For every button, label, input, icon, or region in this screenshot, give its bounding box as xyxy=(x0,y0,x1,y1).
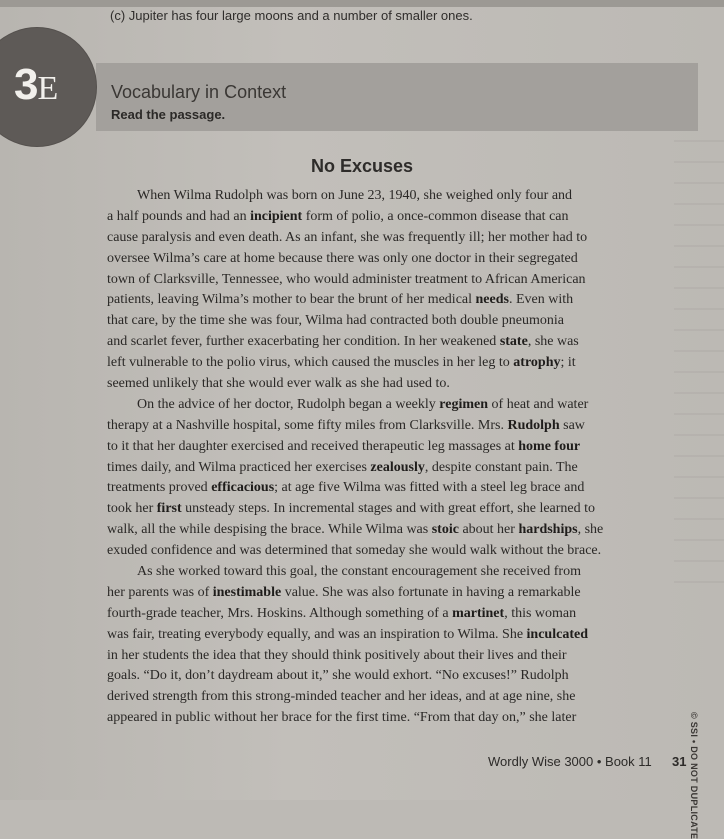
passage-line xyxy=(107,416,627,437)
vocabulary-word: needs xyxy=(475,292,509,308)
vocabulary-word: atrophy xyxy=(513,355,561,371)
passage-text: ; it xyxy=(560,355,576,371)
passage-text: As she worked toward this goal, the constant encouragement she received from xyxy=(137,564,581,580)
passage-text: form of polio, a once-common disease that can xyxy=(302,208,569,224)
passage-text: exuded confidence and was determined that someday she would walk without the brace. xyxy=(107,543,602,559)
passage-line xyxy=(107,687,627,708)
passage-text: a half pounds and had an xyxy=(107,208,251,224)
page-number: 31 xyxy=(672,754,687,769)
passage-text: appeared in public without her brace for the first time. “From that day on,” she later xyxy=(107,710,577,726)
passage-text: seemed unlikely that she would ever walk as she had used to. xyxy=(107,376,450,392)
vocabulary-word: state xyxy=(499,334,528,350)
passage-text: to it that her daughter exercised and received therapeutic leg massages at xyxy=(107,438,519,454)
passage-text: unsteady steps. In incremental stages and with great effort, she learned to xyxy=(181,501,596,517)
passage-line xyxy=(107,499,627,520)
vocabulary-word: zealously xyxy=(370,459,425,475)
passage-text: , she was xyxy=(527,334,579,350)
vocabulary-word: stoic xyxy=(431,522,459,538)
passage-text: cause paralysis and even death. As an infant, she was frequently ill; her mother had to xyxy=(107,229,588,245)
passage-line xyxy=(107,478,627,499)
passage-text: On the advice of her doctor, Rudolph began a weekly xyxy=(137,396,440,412)
passage-line xyxy=(107,646,627,667)
section-letter: E xyxy=(37,70,59,107)
vocabulary-word: Rudolph xyxy=(507,417,560,433)
vocabulary-word: martinet xyxy=(452,605,505,621)
passage-text: her parents was of xyxy=(107,584,213,600)
vocabulary-word: efficacious xyxy=(211,480,275,496)
vocabulary-word: inestimable xyxy=(212,584,282,600)
copyright-notice: © SSI • DO NOT DUPLICATE xyxy=(689,712,699,839)
passage-text: . Even with xyxy=(508,292,574,308)
passage-text: fourth-grade teacher, Mrs. Hoskins. Although something of a xyxy=(107,605,453,621)
passage-text: goals. “Do it, don’t daydream about it,” she would exhort. “No excuses!” Rudolph xyxy=(107,668,569,684)
passage-text: therapy at a Nashville hospital, some fifty miles from Clarksville. Mrs. xyxy=(107,417,508,433)
passage-text: ; at age five Wilma was fitted with a steel leg brace and xyxy=(274,480,585,496)
vocabulary-word: hardships xyxy=(518,522,578,538)
passage-line xyxy=(107,583,627,604)
passage-line xyxy=(107,290,627,311)
passage-text: treatments proved xyxy=(107,480,212,496)
passage-line xyxy=(107,207,627,228)
passage-text: and scarlet fever, further exacerbating her condition. In her weakened xyxy=(107,334,500,350)
passage-text: patients, leaving Wilma’s mother to bear the brunt of her medical xyxy=(107,292,476,308)
passage-text: , this woman xyxy=(504,605,577,621)
passage-text: took her xyxy=(107,501,157,517)
banner-title: Vocabulary in Context xyxy=(111,82,287,102)
passage-line xyxy=(107,437,627,458)
passage-text: in her students the idea that they should think positively about their lives and their xyxy=(107,647,567,663)
passage-title: No Excuses xyxy=(310,156,414,176)
passage-line xyxy=(107,353,627,374)
section-number: 3 xyxy=(14,60,38,109)
vocabulary-word: incipient xyxy=(250,208,303,224)
passage-text: oversee Wilma’s care at home because there was only one doctor in their segregated xyxy=(107,250,578,266)
passage-line xyxy=(107,666,627,687)
passage-line xyxy=(107,625,627,646)
passage-line xyxy=(107,562,627,583)
vocabulary-word: home four xyxy=(518,438,581,454)
passage-line xyxy=(107,374,627,395)
passage-text: times daily, and Wilma practiced her exercises xyxy=(107,459,371,475)
vocabulary-word: first xyxy=(156,501,182,517)
passage-text: saw xyxy=(559,417,585,433)
vocabulary-word: regimen xyxy=(439,396,489,412)
passage-text: value. She was also fortunate in having a remarkable xyxy=(281,584,581,600)
passage-text: town of Clarksville, Tennessee, who would administer treatment to African American xyxy=(107,271,586,287)
passage-line xyxy=(107,228,627,249)
footer-book-title: Wordly Wise 3000 • Book 11 xyxy=(488,754,652,769)
passage-text: about her xyxy=(458,522,519,538)
passage-line xyxy=(107,311,627,332)
passage-line xyxy=(107,604,627,625)
vocabulary-word: inculcated xyxy=(526,626,588,642)
passage-text: that care, by the time she was four, Wilma had contracted both double pneumonia xyxy=(107,313,564,329)
passage-text: When Wilma Rudolph was born on June 23, 1940, she weighed only four and xyxy=(137,188,573,203)
passage-line xyxy=(107,708,627,729)
show-through-text xyxy=(674,140,724,600)
passage-text: walk, all the while despising the brace. While Wilma was xyxy=(107,522,432,538)
passage-text: derived strength from this strong-minded teacher and her ideas, and at age nine, she xyxy=(107,689,576,705)
passage-text: , she xyxy=(577,522,604,538)
passage-text: of heat and water xyxy=(488,396,589,412)
previous-text-strip xyxy=(0,0,724,7)
passage-line xyxy=(107,541,627,562)
passage-line xyxy=(107,270,627,291)
passage-line xyxy=(107,249,627,270)
passage-line xyxy=(107,458,627,479)
passage-line xyxy=(107,186,627,207)
previous-exercise-line: (c) Jupiter has four large moons and a number of smaller ones. xyxy=(110,8,473,23)
passage-line xyxy=(107,520,627,541)
passage-text: , despite constant pain. The xyxy=(424,459,578,475)
passage-body xyxy=(107,186,627,729)
passage-line xyxy=(107,332,627,353)
passage-line xyxy=(107,395,627,416)
passage-text: was fair, treating everybody equally, and was an inspiration to Wilma. She xyxy=(107,626,527,642)
banner-instruction: Read the passage. xyxy=(111,107,226,122)
passage-text: left vulnerable to the polio virus, which caused the muscles in her leg to xyxy=(107,355,514,371)
section-badge-label xyxy=(14,60,58,110)
